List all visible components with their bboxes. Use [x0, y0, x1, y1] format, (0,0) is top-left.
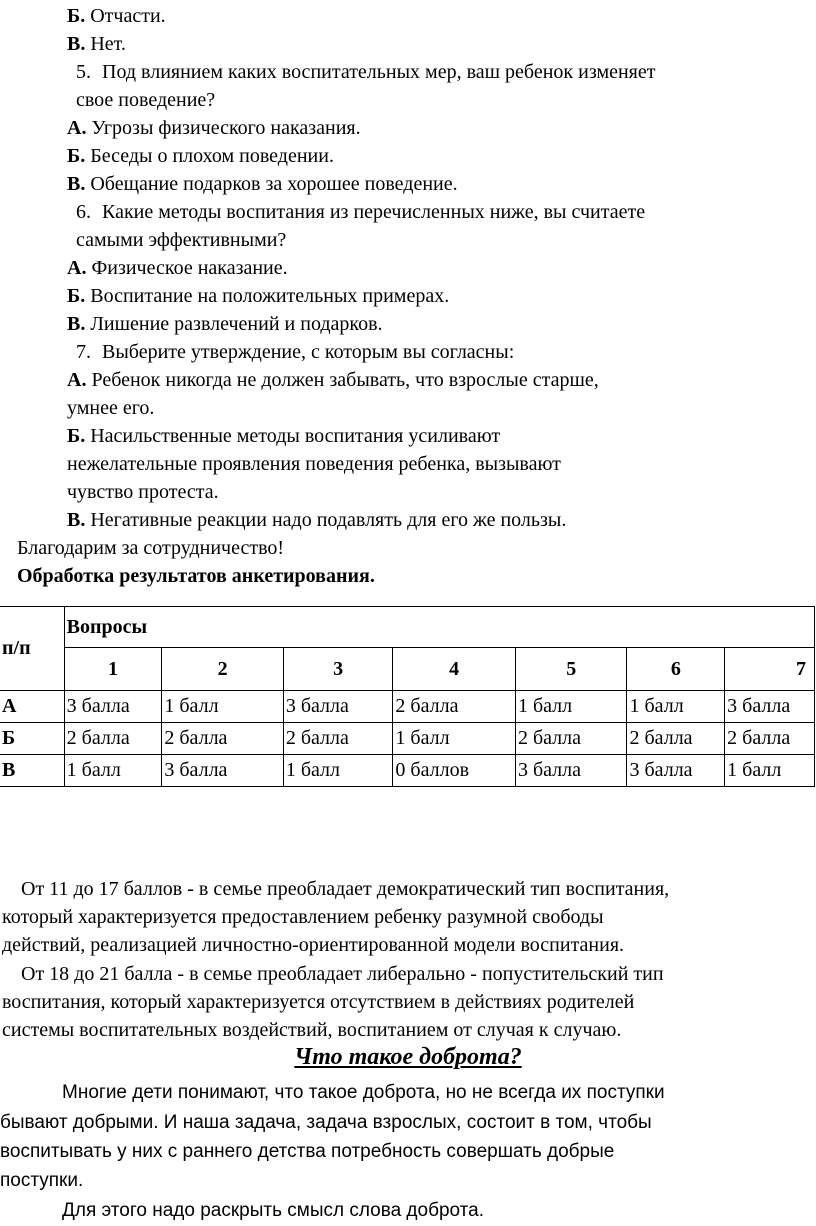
- table-cell: 3 балла: [162, 755, 283, 787]
- table-row: [0, 723, 815, 755]
- answer-letter: А.: [67, 257, 87, 279]
- answer-7b: [67, 424, 500, 448]
- answer-letter: Б.: [67, 145, 86, 167]
- answer-text: Лишение развлечений и подарков.: [85, 313, 383, 335]
- column-header: 3: [283, 648, 393, 691]
- table-cell: 1 балл: [64, 755, 162, 787]
- kindness-paragraph-line-1: Многие дети понимают, что такое доброта, но не всегда их поступки: [62, 1082, 665, 1103]
- question-5-cont: свое поведение?: [76, 89, 216, 111]
- question-text: Под влиянием каких воспитательных мер, ваш ребенок изменяет: [102, 61, 656, 83]
- column-header: 5: [515, 648, 627, 691]
- answer-text: Беседы о плохом поведении.: [85, 145, 334, 167]
- answer-5b: [67, 144, 334, 168]
- answer-letter: Б.: [67, 5, 86, 27]
- answer-text: Физическое наказание.: [86, 257, 288, 279]
- answer-6v: [67, 312, 383, 336]
- answer-5a: [67, 116, 361, 140]
- row-label: В: [0, 755, 64, 787]
- row-label: Б: [0, 723, 64, 755]
- results-table: [0, 606, 815, 787]
- column-header: 6: [627, 648, 725, 691]
- answer-6a: [67, 256, 288, 280]
- table-cell: 2 балла: [725, 723, 815, 755]
- table-group-header: Вопросы: [64, 607, 814, 648]
- result-paragraph-2-line-3: системы воспитательных воздействий, воспитанием от случая к случаю.: [2, 1019, 622, 1041]
- question-6: [76, 200, 645, 224]
- result-paragraph-2-line-1: От 18 до 21 балла - в семье преобладает либерально - попустительский тип: [21, 963, 664, 985]
- answer-4b: [67, 4, 166, 28]
- question-number: 5.: [76, 61, 91, 83]
- table-cell: 2 балла: [515, 723, 627, 755]
- result-paragraph-1-line-3: действий, реализацией личностно-ориентированной модели воспитания.: [2, 934, 625, 956]
- question-text: Выберите утверждение, с которым вы согласны:: [102, 341, 515, 363]
- answer-text: Насильственные методы воспитания усиливают: [85, 425, 501, 447]
- answer-7v: [67, 508, 566, 532]
- answer-letter: А.: [67, 117, 87, 139]
- table-cell: 3 балла: [725, 691, 815, 723]
- table-cell: 1 балл: [725, 755, 815, 787]
- question-7: [76, 340, 514, 364]
- answer-text: Воспитание на положительных примерах.: [85, 285, 450, 307]
- table-row: [0, 691, 815, 723]
- table-cell: 2 балла: [393, 691, 516, 723]
- table-cell: 3 балла: [515, 755, 627, 787]
- result-paragraph-1-line-2: который характеризуется предоставлением ребенку разумной свободы: [2, 906, 604, 928]
- question-6-cont: самыми эффективными?: [76, 229, 287, 251]
- kindness-title: Что такое доброта?: [294, 1044, 522, 1070]
- question-text: Какие методы воспитания из перечисленных ниже, вы считаете: [102, 201, 646, 223]
- question-number: 6.: [76, 201, 91, 223]
- table-columns-row: [0, 648, 815, 691]
- question-5: [76, 60, 656, 84]
- table-corner-cell: п/п: [0, 607, 64, 691]
- answer-letter: В.: [67, 313, 86, 335]
- column-header: 2: [162, 648, 283, 691]
- answer-text: Обещание подарков за хорошее поведение.: [85, 173, 458, 195]
- question-number: 7.: [76, 341, 91, 363]
- column-header: 7: [725, 648, 815, 691]
- processing-title: Обработка результатов анкетирования.: [17, 565, 375, 587]
- table-cell: 2 балла: [627, 723, 725, 755]
- column-header: 4: [393, 648, 516, 691]
- answer-7a-cont: умнее его.: [67, 397, 155, 419]
- table-cell: 3 балла: [64, 691, 162, 723]
- answer-6b: [67, 284, 449, 308]
- row-label: А: [0, 691, 64, 723]
- table-cell: 3 балла: [627, 755, 725, 787]
- kindness-paragraph-line-2: бывают добрыми. И наша задача, задача взрослых, состоит в том, чтобы: [0, 1112, 652, 1133]
- answer-text: Ребенок никогда не должен забывать, что взрослые старше,: [86, 369, 599, 391]
- answer-text: Негативные реакции надо подавлять для его же пользы.: [85, 509, 567, 531]
- answer-letter: Б.: [67, 285, 86, 307]
- table-cell: 1 балл: [515, 691, 627, 723]
- answer-text: Угрозы физического наказания.: [86, 117, 361, 139]
- answer-text: Нет.: [85, 33, 126, 55]
- answer-5v: [67, 172, 458, 196]
- column-header: 1: [64, 648, 162, 691]
- table-cell: 3 балла: [283, 691, 393, 723]
- answer-text: Отчасти.: [85, 5, 166, 27]
- answer-4v: [67, 32, 126, 56]
- table-cell: 2 балла: [162, 723, 283, 755]
- table-cell: 1 балл: [393, 723, 516, 755]
- table-row: [0, 755, 815, 787]
- table-cell: 2 балла: [283, 723, 393, 755]
- table-header-row: [0, 607, 815, 648]
- answer-7b-cont: нежелательные проявления поведения ребенка, вызывают: [67, 453, 561, 475]
- answer-letter: В.: [67, 509, 86, 531]
- result-paragraph-2-line-2: воспитания, который характеризуется отсутствием в действиях родителей: [2, 991, 635, 1013]
- table-cell: 1 балл: [627, 691, 725, 723]
- answer-letter: А.: [67, 369, 87, 391]
- table-cell: 0 баллов: [393, 755, 516, 787]
- answer-letter: В.: [67, 173, 86, 195]
- answer-letter: В.: [67, 33, 86, 55]
- answer-7b-cont2: чувство протеста.: [67, 481, 219, 503]
- result-paragraph-1-line-1: От 11 до 17 баллов - в семье преобладает демократический тип воспитания,: [21, 878, 670, 900]
- table-cell: 2 балла: [64, 723, 162, 755]
- answer-letter: Б.: [67, 425, 86, 447]
- answer-7a: [67, 368, 599, 392]
- thanks-text: Благодарим за сотрудничество!: [17, 537, 285, 559]
- kindness-paragraph-2: Для этого надо раскрыть смысл слова доброта.: [62, 1200, 485, 1221]
- table-cell: 1 балл: [162, 691, 283, 723]
- kindness-paragraph-line-4: поступки.: [0, 1170, 84, 1191]
- table-cell: 1 балл: [283, 755, 393, 787]
- kindness-paragraph-line-3: воспитывать у них с раннего детства потребность совершать добрые: [0, 1141, 615, 1162]
